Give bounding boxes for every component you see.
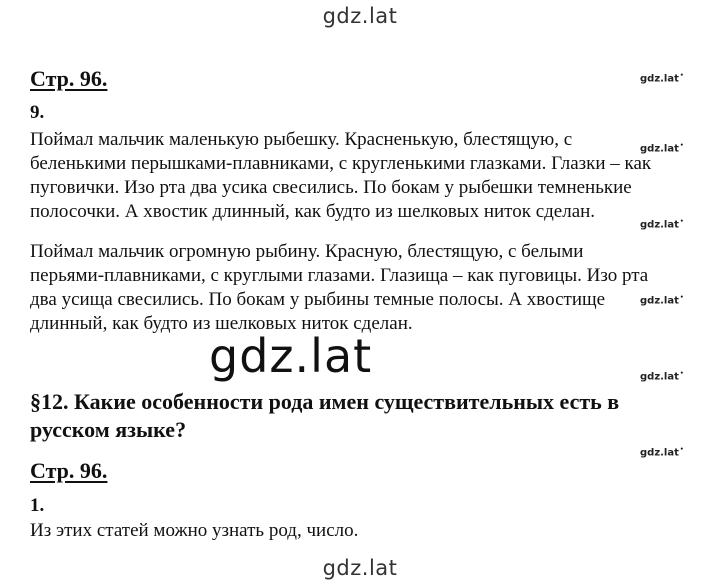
text-line: полосочки. А хвостик длинный, как будто из шелковых ниток сделан. bbox=[30, 201, 596, 222]
text-line: перьями-плавниками, с круглыми глазами. Глазища – как пуговицы. Изо рта bbox=[30, 265, 649, 286]
text-line: Поймал мальчик маленькую рыбешку. Красненькую, блестящую, с bbox=[30, 129, 573, 150]
text-line: два усища свесились. По бокам у рыбины темные полосы. А хвостище bbox=[30, 289, 606, 310]
exercise-number: 9. bbox=[30, 102, 45, 123]
watermark-small-6: gdz.lat • bbox=[640, 446, 684, 458]
page-heading-2: Стр. 96. bbox=[30, 458, 108, 483]
text-line: Поймал мальчик огромную рыбину. Красную, блестящую, с белыми bbox=[30, 241, 584, 262]
answer-paragraph: Из этих статей можно узнать род, число. bbox=[30, 520, 359, 541]
watermark-small-5: gdz.lat • bbox=[640, 370, 684, 382]
section-title-line: русском языке? bbox=[30, 417, 187, 442]
site-watermark-bottom: gdz.lat bbox=[322, 556, 398, 580]
text-line: беленькими перышками-плавниками, с кругленькими глазками. Глазки – как bbox=[30, 153, 652, 174]
watermark-small-3: gdz.lat • bbox=[640, 218, 684, 230]
watermark-small-1: gdz.lat • bbox=[640, 72, 684, 84]
site-watermark-top: gdz.lat bbox=[322, 4, 398, 28]
section-title-line: §12. Какие особенности рода имен существительных есть в bbox=[30, 389, 620, 414]
text-line: пуговички. Изо рта два усика свесились. По бокам у рыбешки темненькие bbox=[30, 177, 632, 198]
paragraph-augmentative bbox=[30, 240, 648, 336]
exercise-number-2: 1. bbox=[30, 495, 45, 516]
text-line: длинный, как будто из шелковых ниток сделан. bbox=[30, 313, 413, 334]
watermark-small-2: gdz.lat • bbox=[640, 142, 684, 154]
section-title bbox=[30, 388, 619, 444]
page-heading: Стр. 96. bbox=[30, 66, 108, 91]
paragraph-diminutive bbox=[30, 128, 651, 224]
watermark-large: gdz.lat bbox=[209, 329, 373, 383]
watermark-small-4: gdz.lat • bbox=[640, 294, 684, 306]
